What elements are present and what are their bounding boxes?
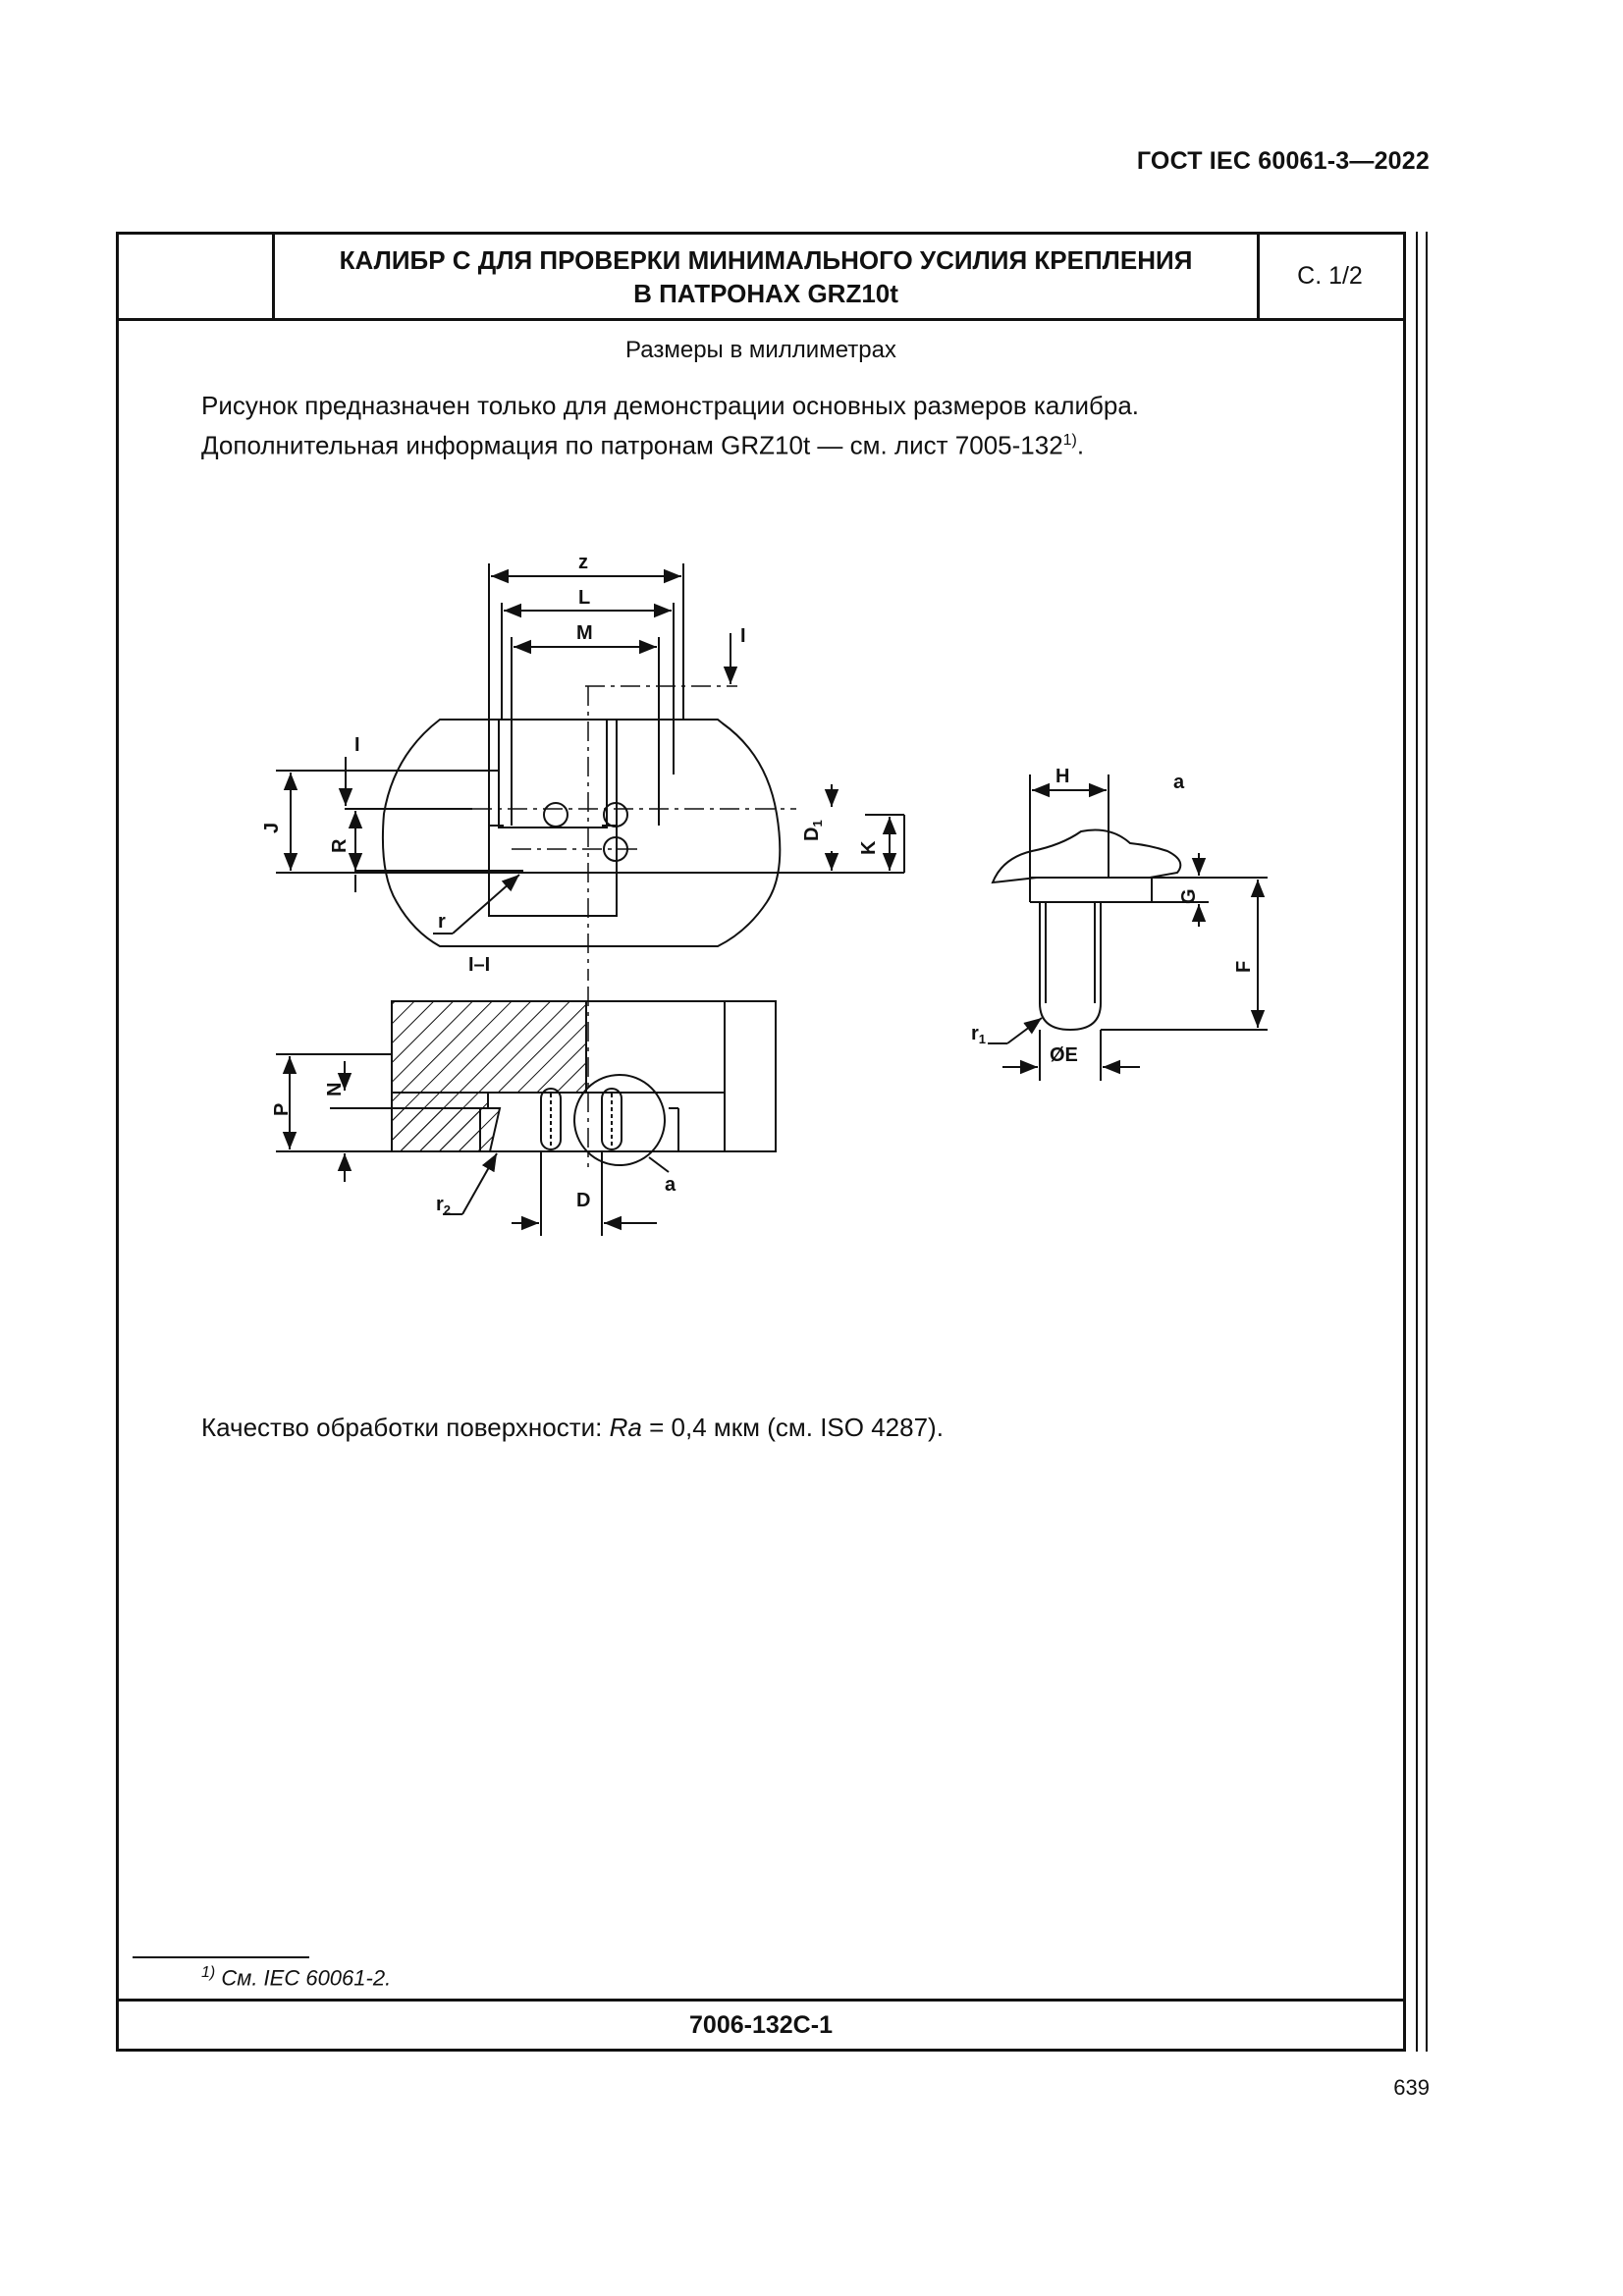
label-F: F	[1233, 960, 1255, 973]
label-K: K	[858, 840, 880, 855]
label-P: P	[271, 1102, 293, 1116]
sheet-number: С. 1/2	[1297, 262, 1363, 290]
sheet-footer-code: 7006-132C-1	[119, 1999, 1403, 2049]
label-G: G	[1178, 888, 1200, 904]
label-J: J	[261, 822, 283, 833]
label-E: ØE	[1050, 1044, 1078, 1066]
sheet-title-line2: В ПАТРОНАХ GRZ10t	[633, 278, 898, 308]
label-N: N	[324, 1082, 346, 1096]
label-I-left: I	[354, 734, 360, 756]
sheet-header	[119, 235, 1403, 321]
surface-quality-note	[201, 1413, 944, 1443]
surface-prefix: Качество обработки поверхности:	[201, 1413, 610, 1442]
label-R: R	[329, 838, 351, 853]
frame-rail-outer	[1416, 232, 1418, 2052]
label-D: D	[576, 1190, 591, 1211]
detail-head	[993, 830, 1180, 883]
surface-suffix: = 0,4 мкм (см. ISO 4287).	[641, 1413, 944, 1442]
label-M: M	[576, 622, 593, 644]
intro-text	[201, 388, 1139, 463]
footnote	[201, 1964, 391, 1991]
footnote-separator	[133, 1956, 309, 1958]
sheet-title-line1: КАЛИБР C ДЛЯ ПРОВЕРКИ МИНИМАЛЬНОГО УСИЛИЯ КРЕПЛЕНИЯ	[339, 244, 1193, 275]
detail-labels	[971, 766, 1255, 1066]
label-r: r	[438, 911, 446, 933]
label-H: H	[1055, 766, 1070, 787]
label-r1: $r_1$	[971, 1023, 987, 1046]
gauge-plate	[489, 720, 617, 916]
detail-pin	[1040, 902, 1101, 1030]
label-D1: $D_1$	[801, 820, 825, 841]
surface-symbol: Ra	[609, 1413, 642, 1442]
frame-rail-outer-2	[1426, 232, 1428, 2052]
section-view	[276, 987, 776, 1236]
label-section: I–I	[468, 954, 491, 976]
label-r2: $r_2$	[436, 1194, 452, 1217]
header-empty-cell	[119, 235, 275, 318]
sheet-frame	[116, 232, 1406, 2052]
hole-left	[544, 803, 568, 827]
intro-line2-end: .	[1076, 430, 1085, 460]
intro-line2-text: Дополнительная информация по патронам GRZ10t — см. лист 7005-132	[201, 430, 1063, 460]
label-a-bottom: a	[665, 1174, 676, 1196]
label-I-top: I	[740, 625, 746, 647]
footnote-text: См. IEC 60061-2.	[215, 1965, 392, 1991]
sheet-title	[275, 235, 1260, 318]
label-z: z	[578, 552, 588, 573]
label-L: L	[578, 587, 591, 609]
intro-line2	[201, 423, 1139, 463]
units-note: Размеры в миллиметрах	[625, 337, 896, 363]
detail-view	[988, 774, 1268, 1081]
intro-footnote-ref: 1)	[1062, 432, 1077, 449]
footnote-marker: 1)	[201, 1964, 216, 1981]
page-number: 639	[1393, 2075, 1430, 2100]
intro-line1: Рисунок предназначен только для демонстрации основных размеров калибра.	[201, 391, 1140, 420]
gauge-drawing	[119, 460, 1395, 1403]
document-code: ГОСТ IEC 60061-3—2022	[1136, 147, 1430, 175]
label-a-right: a	[1173, 772, 1185, 793]
main-view-labels	[261, 552, 880, 933]
